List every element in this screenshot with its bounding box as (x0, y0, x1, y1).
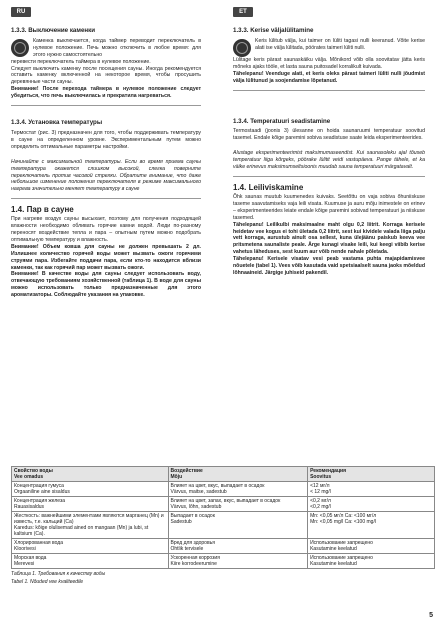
section-title: 1.4. Пар в сауне (11, 205, 74, 215)
paragraph: Termostaadi (joonis 3) ülesanne on hoida saunaruumi temperatuur soovitud tasemel. Endale kõige paremini sobiva seadistuse saate leida eksperimenteerides. (233, 128, 425, 142)
paragraph: Каменка выключается, когда таймер переводит переключатель в нулевое положение. Печь можно отключить в любое время: для этого нужно самостоятельно (33, 37, 201, 58)
paragraph: При нагреве воздух сауны высыхает, поэтому для получения подходящей влажности необходимо обливать горячие камни водой. Люди по-разному переносят воздействие тепла и пара – опытным путем можно подобрать оптимальную температуру и влажность. (11, 216, 201, 243)
timer-dial-icon (233, 39, 251, 57)
table-row: Концентрация железа Rauasisaldus Влияет на цвет, запах, вкус, выпадает в осадок Värvus, lõhn, sadestub <0,2 мг/л <0,2 mg/l (12, 497, 435, 512)
column-header: Рекомендация Soovitus (308, 467, 435, 482)
paragraph: Õhk saunas muutub kuumenedes kuivaks. Seetõttu on vaja sobiva õhuniiskuse taseme saavutamiseks vaja leili visata. Kuumuse ja auru mõju inimestele on erinev – eksperimenteerides leiate endale kõige paremini sobivad temperatuuri ja niiskuse tasemed. (233, 193, 425, 221)
warning-paragraph: Tähelepanu! Leilikulbi maksimaalne maht olgu 0,2 liitrit. Korraga kerisele heidetav vee kogus ei tohi ületada 0,2 liitrit, sest kui kividele valada liiga palju vett korraga, aurustub ainult osa sellest, kuna ülejäänu paiskub keeva vee pritsmetena saunaliste peale. Ärge kunagi visake leili, kui keegi viibib kerise vahetus läheduses, sest kuum aur võib nende nahale põletada. (233, 221, 425, 256)
timer-dial-icon (11, 39, 29, 57)
divider (233, 176, 425, 177)
column-header: Свойство воды Vee omadus (12, 467, 169, 482)
left-column (11, 28, 201, 299)
table-row: Морская вода Merevesi Ускоренная коррозия Kiire korrodeerumine Использование запрещено Kasutamine keelatud (12, 554, 435, 569)
divider (11, 198, 201, 199)
paragraph: Keris lülitub välja, kui taimer on lüliti tagasi nulli keeranud. Võite kerise alati ise välja lülitada, pöörates taimeri lüliti nulli. (255, 37, 425, 51)
right-column (233, 28, 425, 277)
paragraph: Следует выключить каменку после посещения сауны. Иногда рекомендуется оставить каменку включенной на некоторое время, чтобы просушить деревянные части сауны. (11, 65, 201, 86)
section-title: 1.3.4. Temperatuuri seadistamine (233, 117, 331, 125)
column-header: Воздействие Mõju (168, 467, 308, 482)
warning-paragraph: Внимание! В качестве воды для сауны следует использовать воду, отвечающую требованиям хозяйственной (таблица 1). В воде для сауны можно использовать только предназначенные для этого ароматизаторы. Соблюдайте указания на упаковке. (11, 271, 201, 299)
warning-paragraph: Tähelepanu! Veenduge alati, et keris oleks pärast taimeri lüliti nulli jõudmist välja lülitunud ja soojendamise lõpetanud. (233, 70, 425, 84)
table-row: Концентрация гумуса Orgaaniline aine sisaldus Влияет на цвет, вкус, выпадает в осадок Värvus, maitse, sadestub <12 мг/л < 12 mg/l (12, 482, 435, 497)
warning-paragraph: Внимание! Объем ковша для сауны не должен превышать 2 дл. Излишнее количество горячей воды может вызвать ожоги горячими струями пара. Избегайте поддачи пара, если кто-то находится вблизи каменки, так как горячий пар может вызвать ожоги. (11, 243, 201, 271)
section-title: 1.3.3. Kerise väljalülitamine (233, 27, 314, 34)
section-title: 1.3.4. Установка температуры (11, 119, 103, 127)
divider (11, 105, 201, 106)
section-title: 1.4. Leiliviskamine (233, 182, 304, 192)
language-tag-et: ET (233, 7, 253, 17)
paragraph: перевести переключатель таймера в нулевое положение. (11, 58, 151, 65)
language-tag-ru: RU (11, 7, 31, 17)
table-row: Жесткость: важнейшими элементами являются марганец (Mn) и известь, т.е. кальций (Ca) Karedus: kõige olulisemad ained on mangaan (Mn) ja lubi, st kaltsium (Ca). Выпадает в осадок Sadestub Mn: <0,05 мг/л Ca: <100 мг/л Mn: <0,05 mg/l Ca: <100 mg/l (12, 512, 435, 539)
table-caption-ru: Таблица 1. Требования к качеству воды (11, 571, 106, 577)
section-title: 1.3.3. Выключение каменки (11, 27, 96, 34)
table-caption-et: Tabel 1. Nõuded vee kvaliteedile (11, 579, 84, 585)
table-row: Хлорированная вода Kloorivesi Вред для здоровья Ohtlik tervisele Использование запрещено Kasutamine keelatud (12, 539, 435, 554)
page-number: 5 (429, 612, 433, 619)
paragraph: Lülitage keris pärast saunaskäiku välja. Mõnikord võib olla soovitatav jätta keris mõneks ajaks tööle, et lasta sauna puitosadel korralikult kuivada. (233, 56, 425, 70)
icon-paragraph (11, 38, 201, 59)
icon-paragraph (233, 38, 425, 57)
table-header-row (12, 467, 435, 482)
paragraph: Alustage eksperimenteerimist maksimumaseendist. Kui saunasoleku ajal tõuseb temperatuur liiga kõrgeks, pöörake lülitit veidi vastupäeva. Pange tähele, et ka väike erinevus maksimumseltsioonis muudab sauna temperatuuri märgatavalt. (233, 150, 425, 171)
warning-paragraph: Внимание! После перехода таймера в нулевое положение следует убедиться, что печь выключилась и прекратила нагреваться. (11, 86, 201, 100)
paragraph: Термостат (рис. 3) предназначен для того, чтобы поддерживать температуру в сауне на определенном уровне. Экспериментальным путем можно определить оптимальные параметры настройки. (11, 129, 201, 150)
water-quality-table (11, 466, 435, 585)
divider (233, 90, 425, 91)
warning-paragraph: Tähelepanu! Kerisele visatav vesi peab vastama puhta majapidamisvee nõuetele (tabel 1). Vees võib kasutada vaid spetsiaalselt sauna jaoks mõeldud lõhnaaineid. Järgige juhiseid pakendil. (233, 256, 426, 276)
paragraph: Начинайте с максимальной температуры. Если во время приема сауны температура окажется слишком высокой, слегка поверните переключатель против часовой стрелки. Обратите внимание, что даже небольшое изменение положения переключателя в режиме максимального нагрева значительно меняет температуру в сауне (11, 158, 201, 193)
